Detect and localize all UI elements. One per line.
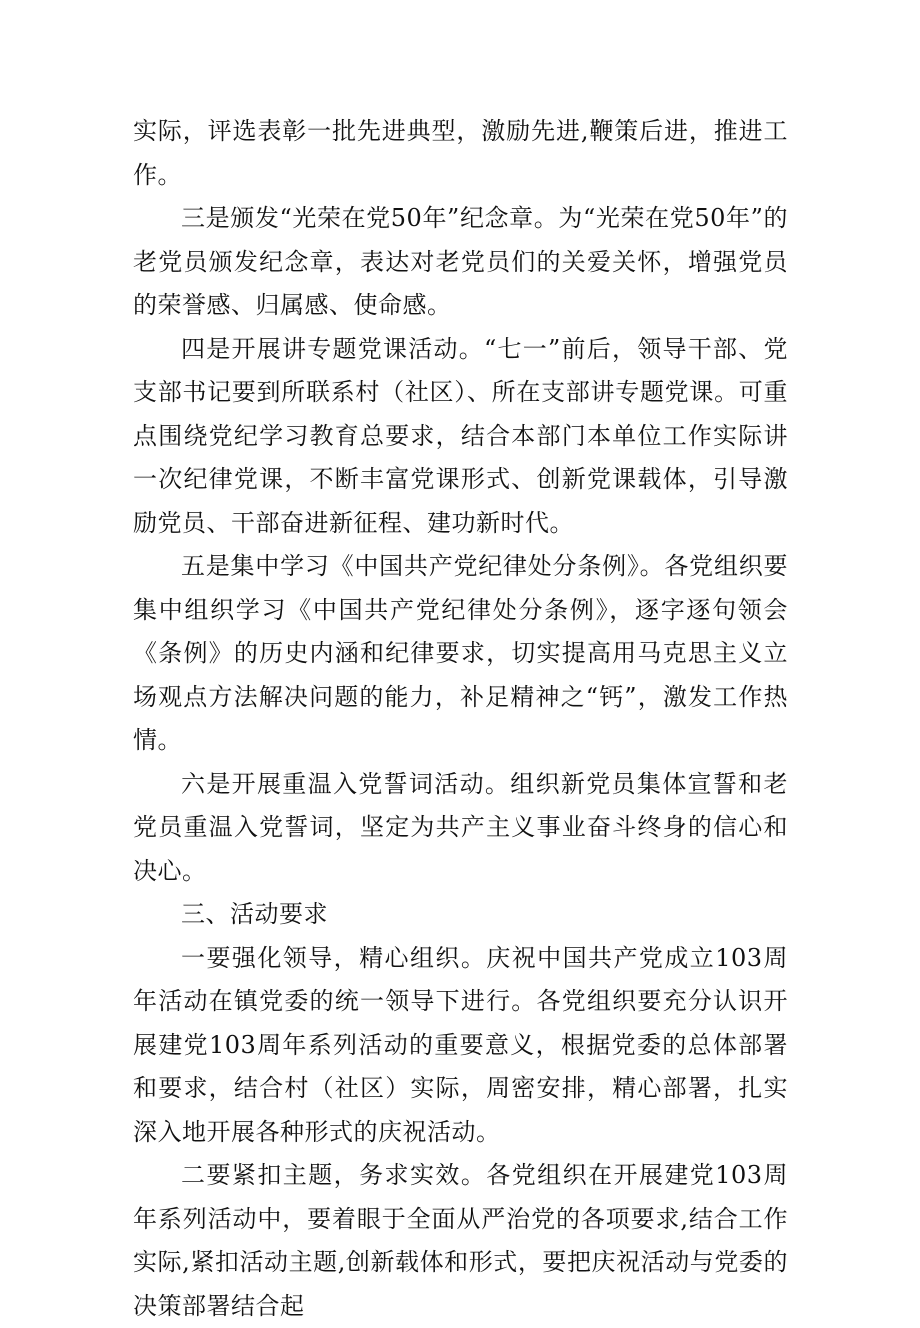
paragraph-requirement-1: 一要强化领导，精心组织。庆祝中国共产党成立103周年活动在镇党委的统一领导下进行。各党组织要充分认识开展建党103周年系列活动的重要意义，根据党委的总体部署和要求，结合村（社区）实际，周密安排，精心部署，扎实深入地开展各种形式的庆祝活动。	[133, 943, 788, 1146]
paragraph-item-6-oath: 六是开展重温入党誓词活动。组织新党员集体宣誓和老党员重温入党誓词，坚定为共产主义事业奋斗终身的信心和决心。	[133, 769, 788, 885]
paragraph-item-4-party-lecture: 四是开展讲专题党课活动。“七一”前后，领导干部、党支部书记要到所联系村（社区）、所在支部讲专题党课。可重点围绕党纪学习教育总要求，结合本部门本单位工作实际讲一次纪律党课，不断丰富党课形式、创新党课载体，引导激励党员、干部奋进新征程、建功新时代。	[133, 334, 788, 537]
paragraph-item-3-medal: 三是颁发“光荣在党50年”纪念章。为“光荣在党50年”的老党员颁发纪念章，表达对老党员们的关爱关怀，增强党员的荣誉感、归属感、使命感。	[133, 204, 788, 319]
paragraph-item-5-regulations-study: 五是集中学习《中国共产党纪律处分条例》。各党组织要集中组织学习《中国共产党纪律处分条例》，逐字逐句领会《条例》的历史内涵和纪律要求，切实提高用马克思主义立场观点方法解决问题的能力，补足精神之“钙”，激发工作热情。	[133, 552, 788, 754]
document-body	[133, 110, 788, 1328]
section-heading-requirements: 三、活动要求	[181, 900, 328, 928]
paragraph-continuation: 实际，评选表彰一批先进典型，激励先进,鞭策后进，推进工作。	[133, 117, 788, 189]
paragraph-requirement-2: 二要紧扣主题，务求实效。各党组织在开展建党103周年系列活动中，要着眼于全面从严治党的各项要求,结合工作实际,紧扣活动主题,创新载体和形式，要把庆祝活动与党委的决策部署结合起	[133, 1161, 788, 1320]
